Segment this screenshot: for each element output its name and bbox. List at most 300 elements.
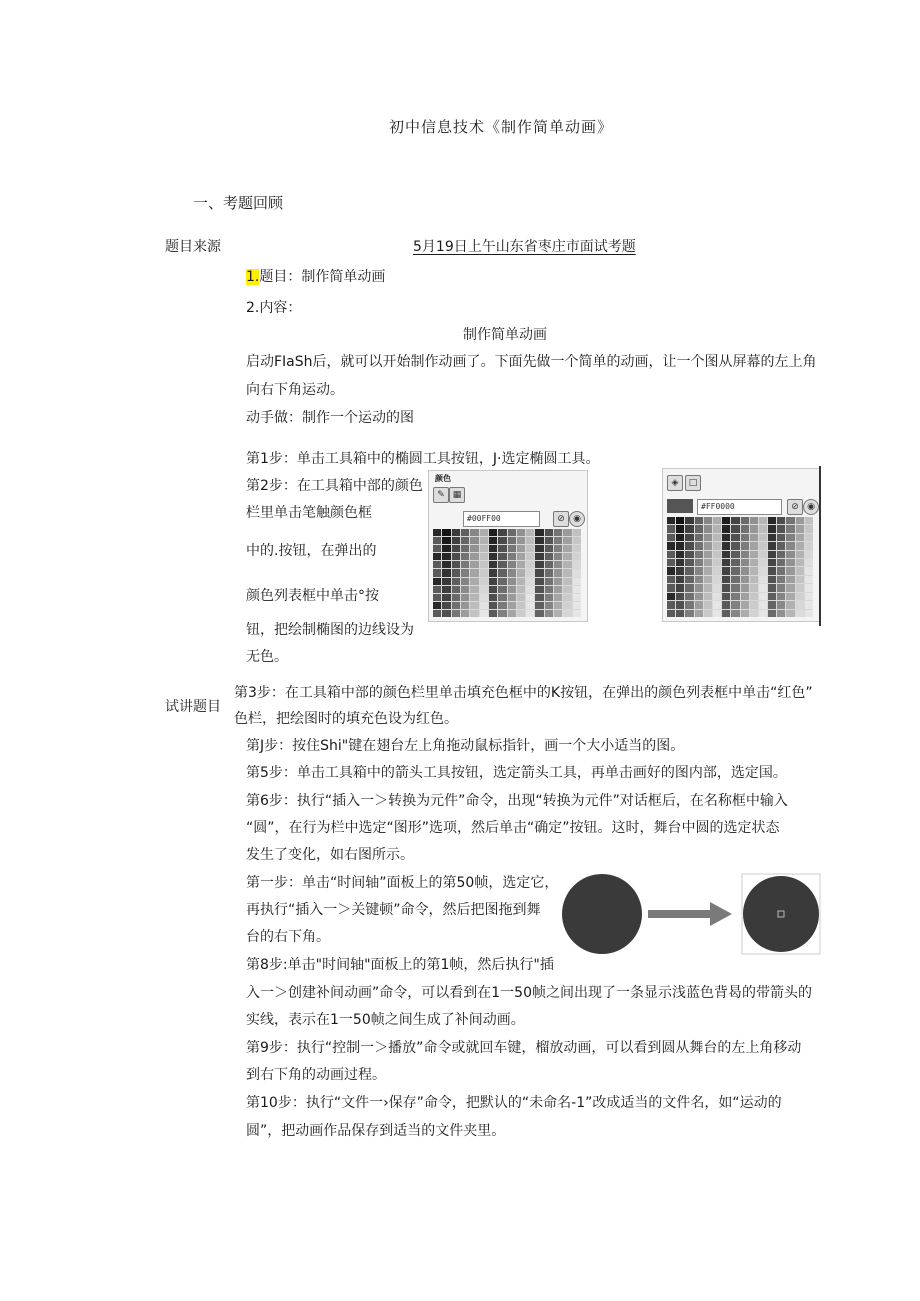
step-9-line-1: 第9步：执行“控制一＞播放”命令或就回车键，榴放动画，可以看到圆从舞台的左上角移动 [246, 1040, 802, 1056]
color-swatch [480, 594, 488, 601]
color-swatch [667, 584, 675, 591]
color-swatch [498, 545, 506, 552]
color-swatch [508, 594, 516, 601]
color-swatch [480, 602, 488, 609]
color-swatch [777, 517, 785, 524]
color-swatch [685, 593, 693, 600]
color-swatch [731, 593, 739, 600]
color-swatch [489, 553, 497, 560]
fill-color-sample [667, 499, 693, 513]
color-swatch [545, 569, 553, 576]
color-swatch [452, 553, 460, 560]
color-swatch [508, 569, 516, 576]
color-swatch [676, 525, 684, 532]
color-swatch [777, 593, 785, 600]
color-swatch [545, 545, 553, 552]
color-swatch [750, 584, 758, 591]
color-swatch [796, 567, 804, 574]
color-swatch [704, 517, 712, 524]
color-swatch [480, 586, 488, 593]
color-swatch [498, 569, 506, 576]
color-swatch [750, 576, 758, 583]
color-swatch [796, 542, 804, 549]
color-swatch [768, 593, 776, 600]
color-swatch [498, 602, 506, 609]
color-swatch [508, 602, 516, 609]
color-swatch [554, 610, 562, 617]
color-swatch [480, 529, 488, 536]
color-swatch [722, 525, 730, 532]
color-swatch [461, 553, 469, 560]
color-swatch [452, 586, 460, 593]
color-swatch [498, 553, 506, 560]
color-swatch [517, 529, 525, 536]
color-swatch [695, 567, 703, 574]
color-swatch [731, 584, 739, 591]
color-swatch [750, 567, 758, 574]
step-9-line-2: 到右下角的动画过程。 [246, 1067, 386, 1083]
color-swatch [786, 593, 794, 600]
color-swatch [805, 542, 813, 549]
color-swatch [713, 567, 721, 574]
color-swatch [508, 586, 516, 593]
color-swatch-grid [667, 517, 813, 617]
color-swatch [526, 529, 534, 536]
color-swatch [768, 610, 776, 617]
handson-line: 动手做：制作一个运动的图 [246, 410, 414, 426]
color-swatch [676, 567, 684, 574]
color-swatch [442, 578, 450, 585]
color-swatch [554, 561, 562, 568]
color-swatch [695, 576, 703, 583]
color-swatch [741, 525, 749, 532]
color-swatch [573, 602, 581, 609]
color-swatch [731, 551, 739, 558]
color-swatch [508, 553, 516, 560]
color-swatch [704, 542, 712, 549]
color-swatch [796, 559, 804, 566]
color-swatch [573, 569, 581, 576]
step-8-line-2: 入一＞创建补间动画”命令，可以看到在1一50帧之间出现了一条显示浅蓝色背曷的带箭头的 [246, 985, 812, 1001]
color-swatch [704, 534, 712, 541]
color-swatch [554, 586, 562, 593]
color-swatch [573, 545, 581, 552]
color-swatch [517, 586, 525, 593]
color-swatch [508, 578, 516, 585]
color-swatch [777, 610, 785, 617]
color-swatch [777, 525, 785, 532]
color-swatch [695, 601, 703, 608]
color-swatch [517, 569, 525, 576]
step-2-line: 颜色列表框中单击°按 [246, 588, 379, 604]
color-swatch [704, 551, 712, 558]
color-swatch [667, 576, 675, 583]
step-3-line-2: 色栏，把绘图时的填充色设为红色。 [234, 711, 458, 727]
color-swatch [470, 529, 478, 536]
color-swatch [731, 534, 739, 541]
color-swatch [545, 586, 553, 593]
color-swatch [796, 576, 804, 583]
color-swatch [573, 610, 581, 617]
color-swatch [731, 559, 739, 566]
color-swatch [786, 551, 794, 558]
color-swatch [489, 586, 497, 593]
color-swatch [452, 561, 460, 568]
color-swatch [470, 578, 478, 585]
color-swatch [489, 529, 497, 536]
step-6-line-2: “圆”，在行为栏中选定“图形”选项，然后单击“确定”按钮。这时，舞台中圆的选定状态 [246, 820, 780, 836]
color-swatch [777, 584, 785, 591]
section-heading: 一、考题回顾 [193, 194, 284, 212]
color-swatch [461, 610, 469, 617]
color-swatch [470, 553, 478, 560]
color-swatch [442, 602, 450, 609]
color-swatch [535, 529, 543, 536]
color-swatch [489, 537, 497, 544]
color-swatch [442, 545, 450, 552]
color-swatch [517, 545, 525, 552]
color-swatch [786, 576, 794, 583]
color-swatch [796, 517, 804, 524]
color-swatch [667, 551, 675, 558]
color-swatch [676, 517, 684, 524]
color-swatch [667, 610, 675, 617]
color-swatch [676, 610, 684, 617]
color-swatch [667, 542, 675, 549]
step-7-line: 再执行“插入一＞关键顿”命令，然后把图拖到舞 [246, 902, 541, 918]
color-swatch [470, 586, 478, 593]
color-swatch [741, 567, 749, 574]
color-swatch [563, 586, 571, 593]
color-swatch [741, 534, 749, 541]
fill-box-icon: □ [685, 475, 701, 491]
color-swatch [535, 586, 543, 593]
color-swatch [759, 517, 767, 524]
color-swatch [461, 594, 469, 601]
color-swatch [713, 584, 721, 591]
item-1 [246, 267, 385, 287]
color-swatch [461, 529, 469, 536]
color-swatch [442, 537, 450, 544]
step-5: 第5步：单击工具箱中的箭头工具按钮，选定箭头工具，再单击画好的图内部，选定国。 [246, 765, 787, 781]
color-swatch [786, 601, 794, 608]
color-swatch [433, 569, 441, 576]
color-swatch [722, 593, 730, 600]
color-swatch [695, 559, 703, 566]
step-8-line-3: 实线，表示在1一50帧之间生成了补间动画。 [246, 1012, 525, 1028]
color-swatch [498, 578, 506, 585]
color-swatch [805, 559, 813, 566]
color-swatch [545, 537, 553, 544]
color-swatch [750, 593, 758, 600]
highlight-mark: 1. [246, 269, 260, 285]
circle-start [562, 874, 642, 954]
color-swatch [433, 610, 441, 617]
color-swatch [685, 601, 693, 608]
color-wheel-icon: ◉ [803, 499, 819, 515]
color-swatch [535, 561, 543, 568]
color-swatch [786, 559, 794, 566]
color-swatch [704, 559, 712, 566]
color-swatch [777, 567, 785, 574]
color-swatch [695, 610, 703, 617]
palette-header-label: 颜色 [435, 474, 451, 483]
color-swatch-grid [433, 529, 581, 617]
color-swatch [704, 576, 712, 583]
color-swatch [741, 542, 749, 549]
color-swatch [480, 610, 488, 617]
color-swatch [685, 576, 693, 583]
color-swatch [442, 529, 450, 536]
color-swatch [498, 561, 506, 568]
step-7-line: 台的右下角。 [246, 929, 330, 945]
color-swatch [685, 551, 693, 558]
color-swatch [433, 545, 441, 552]
item-1-text: 题目：制作简单动画 [259, 269, 386, 285]
color-swatch [741, 601, 749, 608]
color-swatch [563, 529, 571, 536]
item-2: 2.内容： [246, 300, 302, 316]
color-swatch [750, 525, 758, 532]
color-swatch [470, 610, 478, 617]
color-swatch [731, 542, 739, 549]
color-swatch [563, 537, 571, 544]
pencil-icon: ✎ [433, 487, 449, 503]
color-swatch [563, 594, 571, 601]
color-swatch [786, 525, 794, 532]
color-swatch [498, 610, 506, 617]
color-swatch [759, 601, 767, 608]
color-swatch [545, 610, 553, 617]
color-swatch [508, 529, 516, 536]
color-swatch [461, 578, 469, 585]
color-swatch [713, 534, 721, 541]
color-swatch [741, 610, 749, 617]
color-swatch [750, 551, 758, 558]
color-swatch [741, 593, 749, 600]
color-swatch [535, 610, 543, 617]
color-swatch [695, 542, 703, 549]
hex-input: #00FF00 [463, 511, 540, 527]
color-wheel-icon: ◉ [569, 511, 585, 527]
color-swatch [676, 576, 684, 583]
panel-edge-line [819, 466, 821, 626]
color-swatch [470, 594, 478, 601]
color-swatch [517, 561, 525, 568]
color-swatch [470, 545, 478, 552]
color-swatch [777, 542, 785, 549]
no-color-icon: ⊘ [787, 499, 803, 515]
color-swatch [759, 567, 767, 574]
color-swatch [573, 561, 581, 568]
color-swatch [545, 561, 553, 568]
color-swatch [545, 529, 553, 536]
color-swatch [741, 576, 749, 583]
color-swatch [470, 561, 478, 568]
color-swatch [535, 578, 543, 585]
color-swatch [433, 553, 441, 560]
color-swatch [695, 525, 703, 532]
color-swatch [452, 537, 460, 544]
color-swatch [545, 602, 553, 609]
color-swatch [563, 610, 571, 617]
color-swatch [741, 559, 749, 566]
color-swatch [759, 525, 767, 532]
color-swatch [695, 534, 703, 541]
color-swatch [786, 584, 794, 591]
color-swatch [805, 601, 813, 608]
color-swatch [676, 559, 684, 566]
color-swatch [759, 610, 767, 617]
color-swatch [722, 576, 730, 583]
step-2-line: 钮，把绘制椭图的边线设为 [246, 622, 414, 638]
step-2-line: 中的.按钮，在弹出的 [246, 543, 377, 559]
color-swatch [526, 561, 534, 568]
step-6-line-1: 第6步：执行“插入一＞转换为元件”命令，出现“转换为元件”对话框后，在名称框中输入 [246, 793, 788, 809]
color-swatch [480, 578, 488, 585]
color-swatch [442, 553, 450, 560]
color-swatch [535, 594, 543, 601]
color-swatch [786, 517, 794, 524]
color-swatch [695, 551, 703, 558]
color-swatch [805, 610, 813, 617]
color-swatch [526, 569, 534, 576]
color-swatch [713, 551, 721, 558]
color-swatch [713, 601, 721, 608]
source-label: 题目来源 [165, 239, 221, 255]
color-swatch [461, 586, 469, 593]
color-swatch [722, 517, 730, 524]
color-swatch [786, 610, 794, 617]
color-swatch [517, 537, 525, 544]
step-10-line-1: 第10步：执行“文件一›保存”命令，把默认的“未命名-1”改成适当的文件名，如“运动的 [246, 1095, 782, 1111]
color-swatch [777, 559, 785, 566]
color-swatch [695, 517, 703, 524]
step-2-line: 第2步：在工具箱中部的颜色 [246, 478, 423, 494]
color-swatch [805, 576, 813, 583]
color-swatch [704, 593, 712, 600]
color-swatch [573, 537, 581, 544]
color-swatch [685, 517, 693, 524]
color-swatch [535, 545, 543, 552]
color-swatch [433, 586, 441, 593]
color-swatch [573, 553, 581, 560]
color-swatch [526, 537, 534, 544]
color-swatch [461, 537, 469, 544]
color-swatch [685, 584, 693, 591]
color-swatch [796, 525, 804, 532]
color-swatch [461, 561, 469, 568]
color-swatch [741, 517, 749, 524]
circle-symbol [743, 876, 819, 952]
color-swatch [731, 525, 739, 532]
color-swatch [722, 567, 730, 574]
color-swatch [433, 602, 441, 609]
step-7-line: 第一步：单击“时间轴”面板上的第50帧，选定它， [246, 875, 559, 891]
step-8-line-1: 第8步:单击"时间轴"面板上的第1帧，然后执行"插 [246, 957, 554, 973]
color-swatch [759, 593, 767, 600]
color-swatch [535, 602, 543, 609]
color-swatch [442, 569, 450, 576]
color-swatch [489, 561, 497, 568]
color-swatch [676, 551, 684, 558]
color-swatch [750, 534, 758, 541]
color-swatch [554, 553, 562, 560]
color-swatch [433, 594, 441, 601]
color-swatch [470, 602, 478, 609]
hex-input: #FF0000 [697, 499, 782, 515]
color-swatch [768, 517, 776, 524]
color-swatch [750, 601, 758, 608]
color-swatch [554, 529, 562, 536]
color-swatch [768, 525, 776, 532]
color-swatch [452, 602, 460, 609]
color-swatch [786, 542, 794, 549]
color-swatch [722, 551, 730, 558]
color-swatch [498, 594, 506, 601]
color-swatch [563, 553, 571, 560]
color-swatch [750, 517, 758, 524]
color-swatch [452, 569, 460, 576]
color-swatch [741, 551, 749, 558]
color-swatch [796, 551, 804, 558]
color-swatch [508, 545, 516, 552]
color-swatch [722, 584, 730, 591]
color-swatch [805, 584, 813, 591]
color-swatch [517, 610, 525, 617]
color-swatch [461, 545, 469, 552]
color-swatch [498, 529, 506, 536]
color-swatch [704, 525, 712, 532]
color-swatch [685, 559, 693, 566]
color-swatch [563, 578, 571, 585]
color-swatch [777, 576, 785, 583]
color-swatch [786, 534, 794, 541]
color-swatch [517, 553, 525, 560]
step-3-line-1: 第3步：在工具箱中部的颜色栏里单击填充色框中的K按钮，在弹出的颜色列表框中单击“红色” [234, 685, 813, 701]
color-swatch [470, 537, 478, 544]
paint-bucket-icon: ◈ [667, 475, 683, 491]
color-swatch [713, 576, 721, 583]
step-2-line: 栏里单击笔触颜色框 [246, 505, 372, 521]
swatch-icon: ▦ [449, 487, 465, 503]
color-swatch [768, 551, 776, 558]
color-swatch [759, 559, 767, 566]
source-value: 5月19日上午山东省枣庄市面试考题 [413, 239, 636, 255]
color-swatch [667, 534, 675, 541]
color-swatch [433, 537, 441, 544]
color-swatch [554, 594, 562, 601]
color-swatch [731, 576, 739, 583]
color-swatch [768, 601, 776, 608]
color-swatch [796, 601, 804, 608]
color-swatch [750, 559, 758, 566]
color-swatch [722, 610, 730, 617]
color-swatch [573, 586, 581, 593]
color-swatch [704, 601, 712, 608]
color-swatch [489, 610, 497, 617]
color-swatch [526, 602, 534, 609]
color-swatch [713, 593, 721, 600]
color-swatch [535, 553, 543, 560]
color-swatch [667, 517, 675, 524]
color-swatch [573, 529, 581, 536]
color-swatch [704, 567, 712, 574]
color-swatch [573, 578, 581, 585]
color-swatch [759, 542, 767, 549]
color-swatch [685, 525, 693, 532]
color-swatch [685, 567, 693, 574]
